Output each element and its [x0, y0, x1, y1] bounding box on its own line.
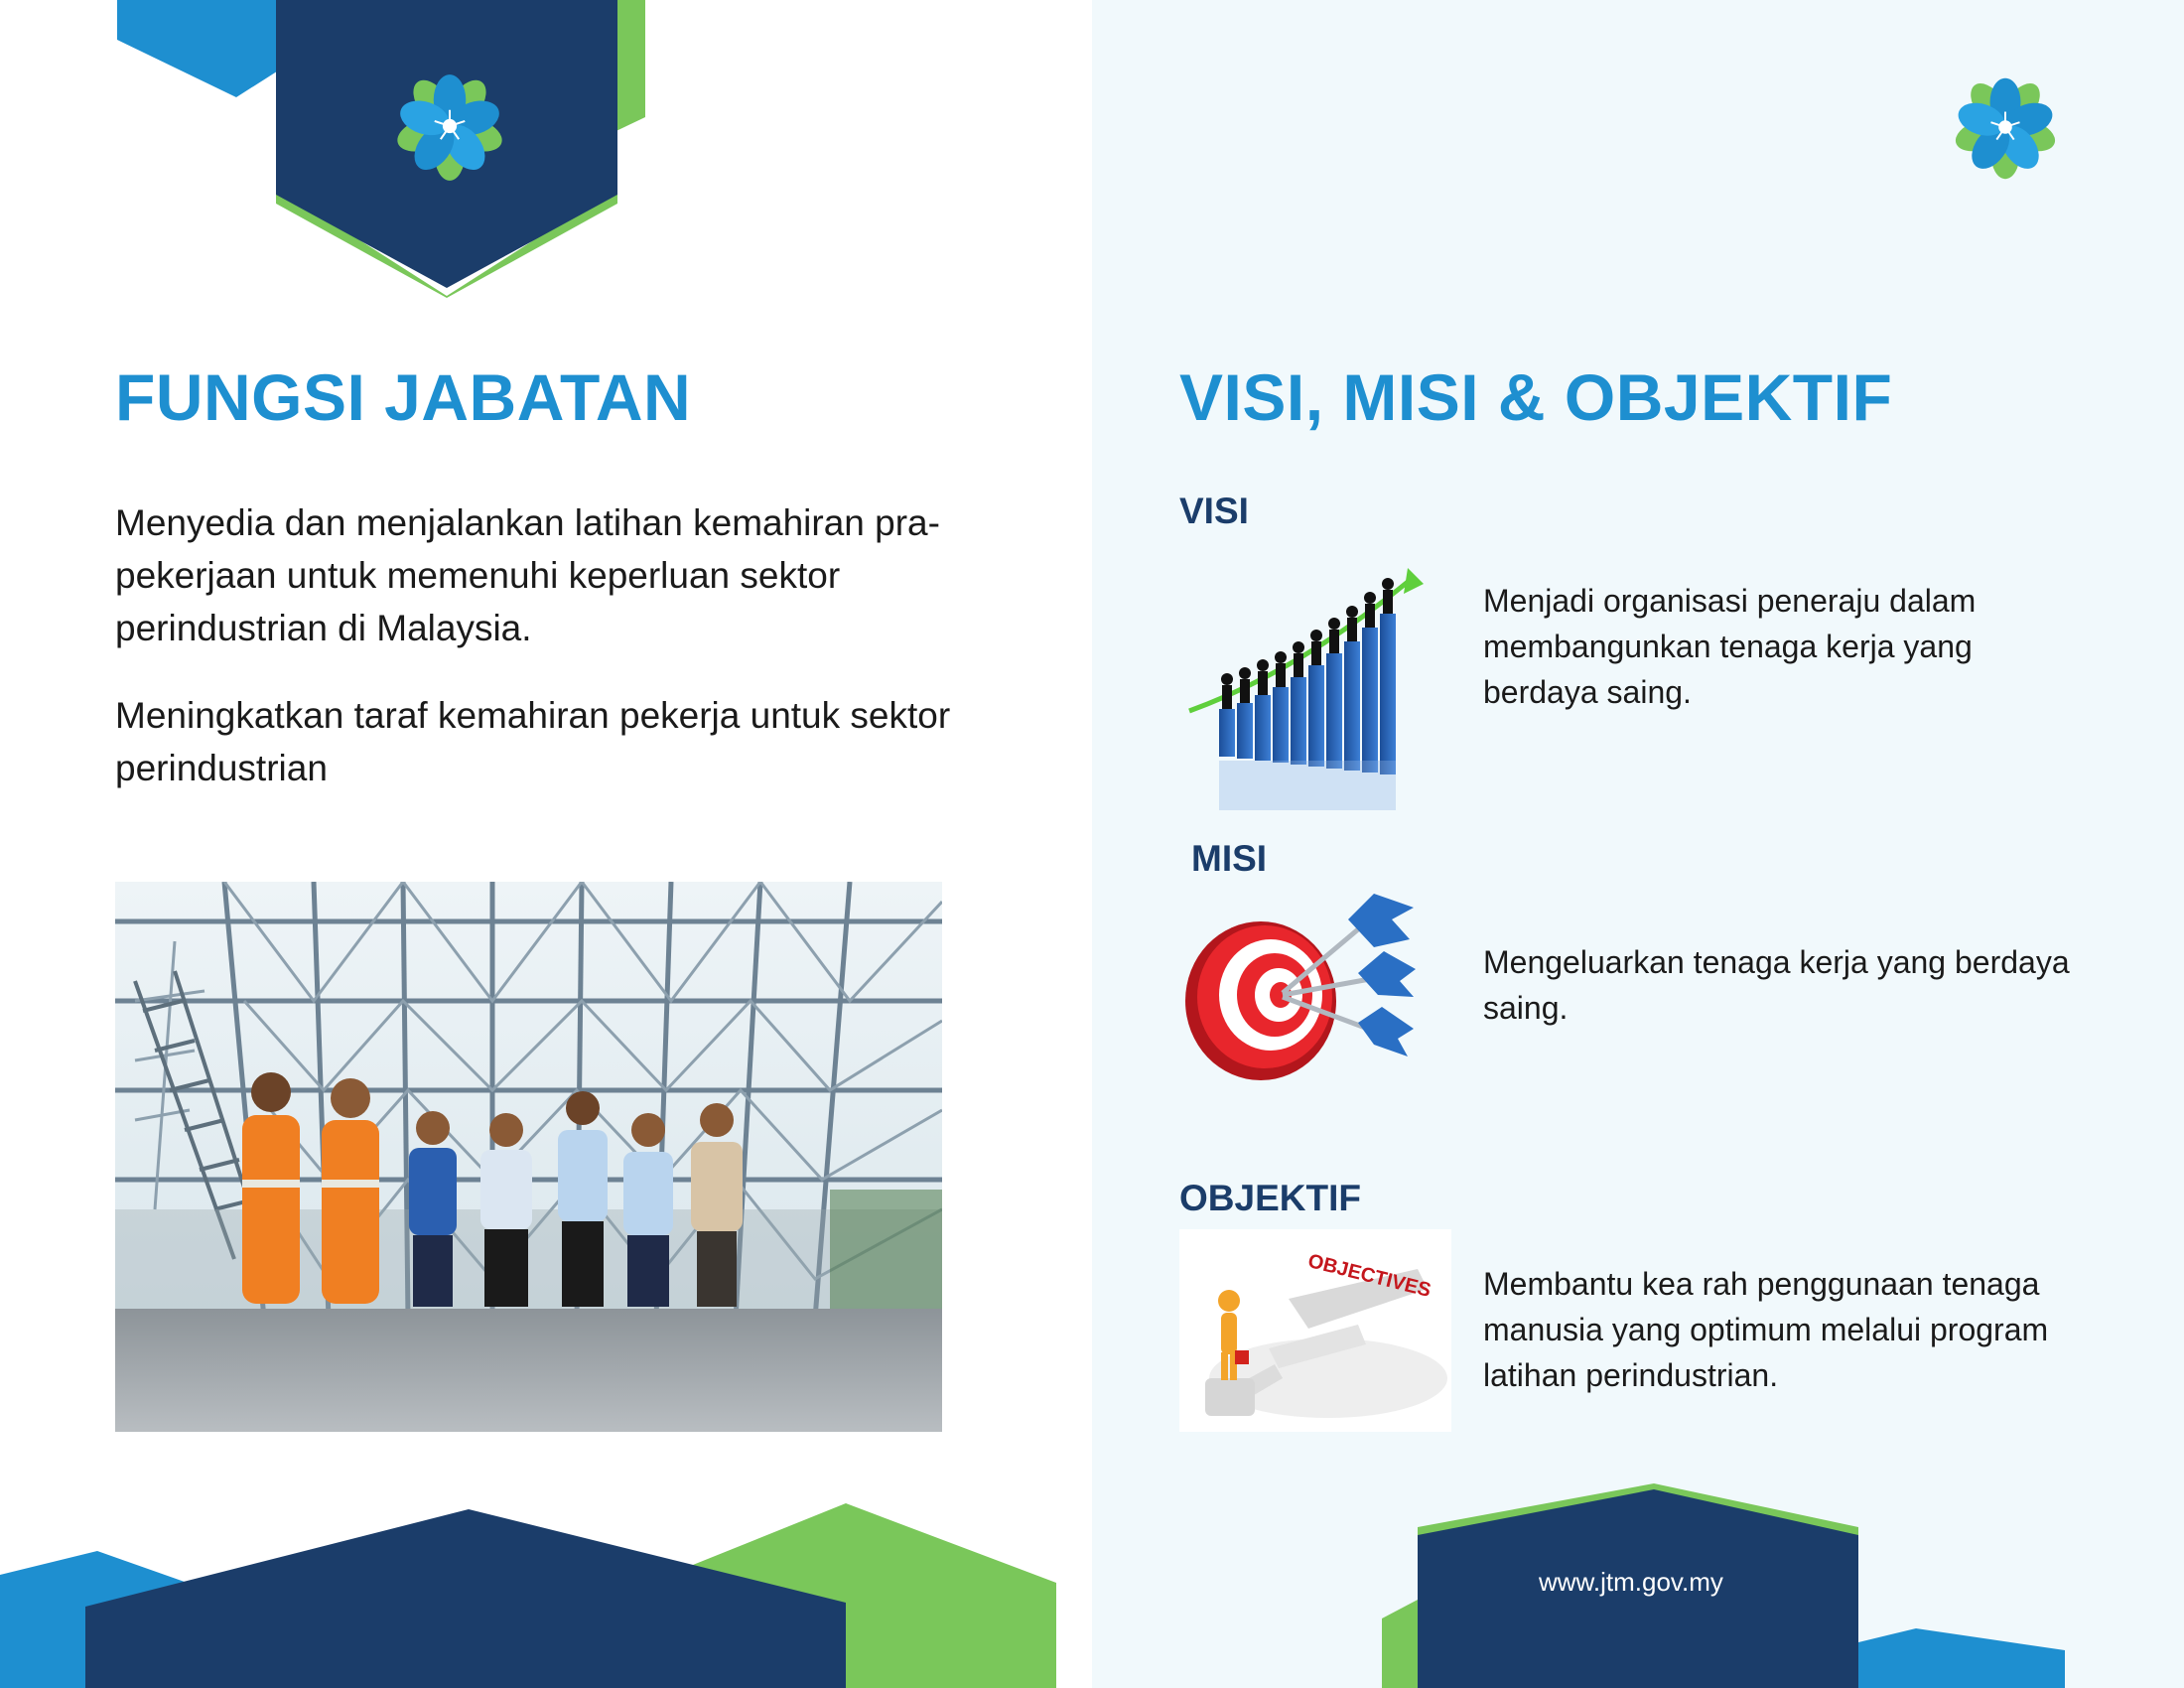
fungsi-paragraph-2: Meningkatkan taraf kemahiran pekerja untuk sektor perindustrian: [115, 695, 951, 788]
objektif-heading: OBJEKTIF: [1179, 1178, 1361, 1218]
objectives-image-label: OBJECTIVES: [1305, 1250, 1433, 1303]
misi-text: Mengeluarkan tenaga kerja yang berdaya saing.: [1483, 944, 2070, 1026]
visi-misi-objektif-title: VISI, MISI & OBJEKTIF: [1179, 360, 1893, 434]
website-url-link[interactable]: www.jtm.gov.my: [1539, 1567, 1723, 1597]
fungsi-paragraph-1: Menyedia dan menjalankan latihan kemahiran pra-pekerjaan untuk memenuhi keperluan sektor perindustrian di Malaysia.: [115, 502, 940, 648]
visi-text: Menjadi organisasi peneraju dalam membangunkan tenaga kerja yang berdaya saing.: [1483, 583, 1977, 710]
misi-heading: MISI: [1191, 838, 1268, 879]
visi-heading: VISI: [1179, 491, 1249, 531]
fungsi-jabatan-title: FUNGSI JABATAN: [115, 360, 692, 434]
objektif-text: Membantu kea rah penggunaan tenaga manusia yang optimum melalui program latihan perindustrian.: [1483, 1266, 2049, 1393]
